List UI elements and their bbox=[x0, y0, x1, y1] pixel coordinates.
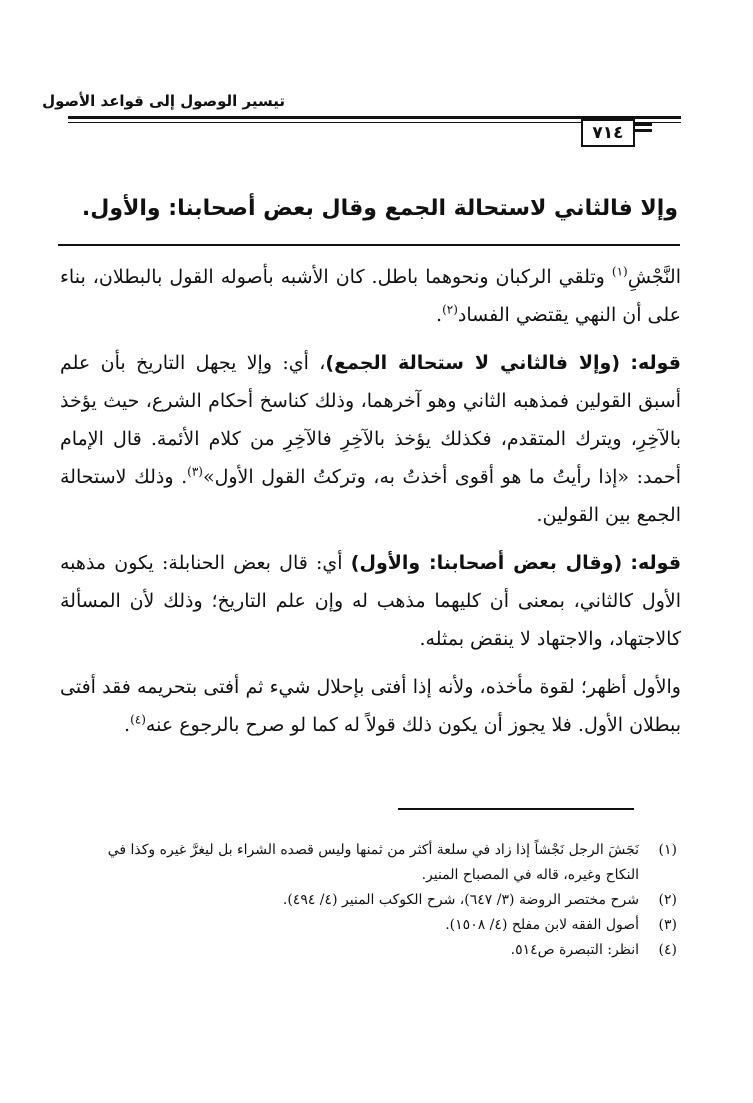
page-number: ٧١٤ bbox=[581, 119, 635, 147]
commentary-lead: قوله: bbox=[630, 352, 681, 374]
commentary-body bbox=[60, 258, 681, 744]
footnote-item bbox=[72, 913, 677, 938]
paragraph-1 bbox=[60, 258, 681, 334]
text: والأول أظهر؛ لقوة مأخذه، ولأنه إذا أفتى بإحلال شيء ثم أفتى بتحريمه فقد أفتى ببطلان الأول. فلا يجوز أن يكون ذلك قولاً له كما لو صرح بالرجوع عنه bbox=[60, 676, 681, 736]
footnotes bbox=[72, 838, 677, 963]
text: أي: قال بعض الحنابلة: يكون مذهبه الأول كالثاني، بمعنى أن كليهما مذهب له وإن علم التاريخ؛ وذلك لأن المسألة كالاجتهاد، والاجتهاد لا ينقض بمثله. bbox=[60, 552, 681, 650]
footnote-item bbox=[72, 888, 677, 913]
commentary-lead: قوله: bbox=[630, 552, 682, 574]
footnote-ref-3[interactable]: (٣) bbox=[187, 464, 203, 479]
matn-quote: (وإلا فالثاني لا ستحالة الجمع) bbox=[325, 352, 621, 374]
text: ، أي: وإلا يجهل التاريخ بأن علم أسبق القولين فمذهبه الثاني وهو آخرهما، وذلك كناسخ أحكام الشرع، حيث يؤخذ بالآخِرِ، ويترك المتقدم، فكذلك يؤخذ بالآخِرِ فالآخِرِ من كلام الأئمة. قال الإمام أحمد: «إذا رأيتُ ما هو أقوى أخذتُ به، وتركتُ القول الأول» bbox=[60, 352, 682, 488]
matn-divider bbox=[58, 244, 680, 246]
text: وتلقي الركبان ونحوهما باطل. كان الأشبه بأصوله القول بالبطلان، بناء على أن النهي يقتضي الفساد bbox=[60, 266, 681, 326]
running-header-title: تيسير الوصول إلى قواعد الأصول bbox=[42, 92, 285, 110]
footnote-number: (٣) bbox=[658, 917, 677, 933]
text: . وذلك لاستحالة الجمع بين القولين. bbox=[60, 466, 681, 526]
footnote-separator bbox=[398, 808, 634, 810]
matn-heading: وإلا فالثاني لاستحالة الجمع وقال بعض أصحابنا: والأول. bbox=[81, 196, 678, 221]
paragraph-2 bbox=[60, 344, 681, 534]
matn-quote: (وقال بعض أصحابنا: والأول) bbox=[350, 552, 623, 574]
text: . bbox=[124, 714, 131, 736]
footnote-number: (٤) bbox=[658, 942, 677, 958]
footnote-text: أصول الفقه لابن مفلح (٤/ ١٥٠٨). bbox=[445, 917, 639, 933]
footnote-item bbox=[72, 838, 677, 888]
footnote-text: انظر: التبصرة ص٥١٤. bbox=[510, 942, 639, 958]
page-number-ornament bbox=[634, 123, 652, 135]
footnote-text: نَجَشَ الرجل نَجْشاً إذا زاد في سلعة أكثر من ثمنها وليس قصده الشراء بل ليغرَّ غيره وكذا في النكاح وغيره، قاله في المصباح المنير. bbox=[107, 842, 639, 883]
paragraph-4 bbox=[60, 668, 681, 744]
paragraph-3 bbox=[60, 544, 681, 658]
footnote-ref-2[interactable]: (٢) bbox=[442, 302, 458, 317]
text: النَّجْشِ bbox=[627, 266, 681, 288]
footnote-text: شرح مختصر الروضة (٣/ ٦٤٧)، شرح الكوكب المنير (٤/ ٤٩٤). bbox=[282, 892, 639, 908]
footnote-ref-4[interactable]: (٤) bbox=[130, 712, 146, 727]
footnote-number: (٢) bbox=[658, 892, 677, 908]
footnote-ref-1[interactable]: (١) bbox=[611, 264, 628, 279]
footnote-item bbox=[72, 938, 677, 963]
text: . bbox=[436, 304, 443, 326]
footnote-number: (١) bbox=[658, 842, 677, 858]
